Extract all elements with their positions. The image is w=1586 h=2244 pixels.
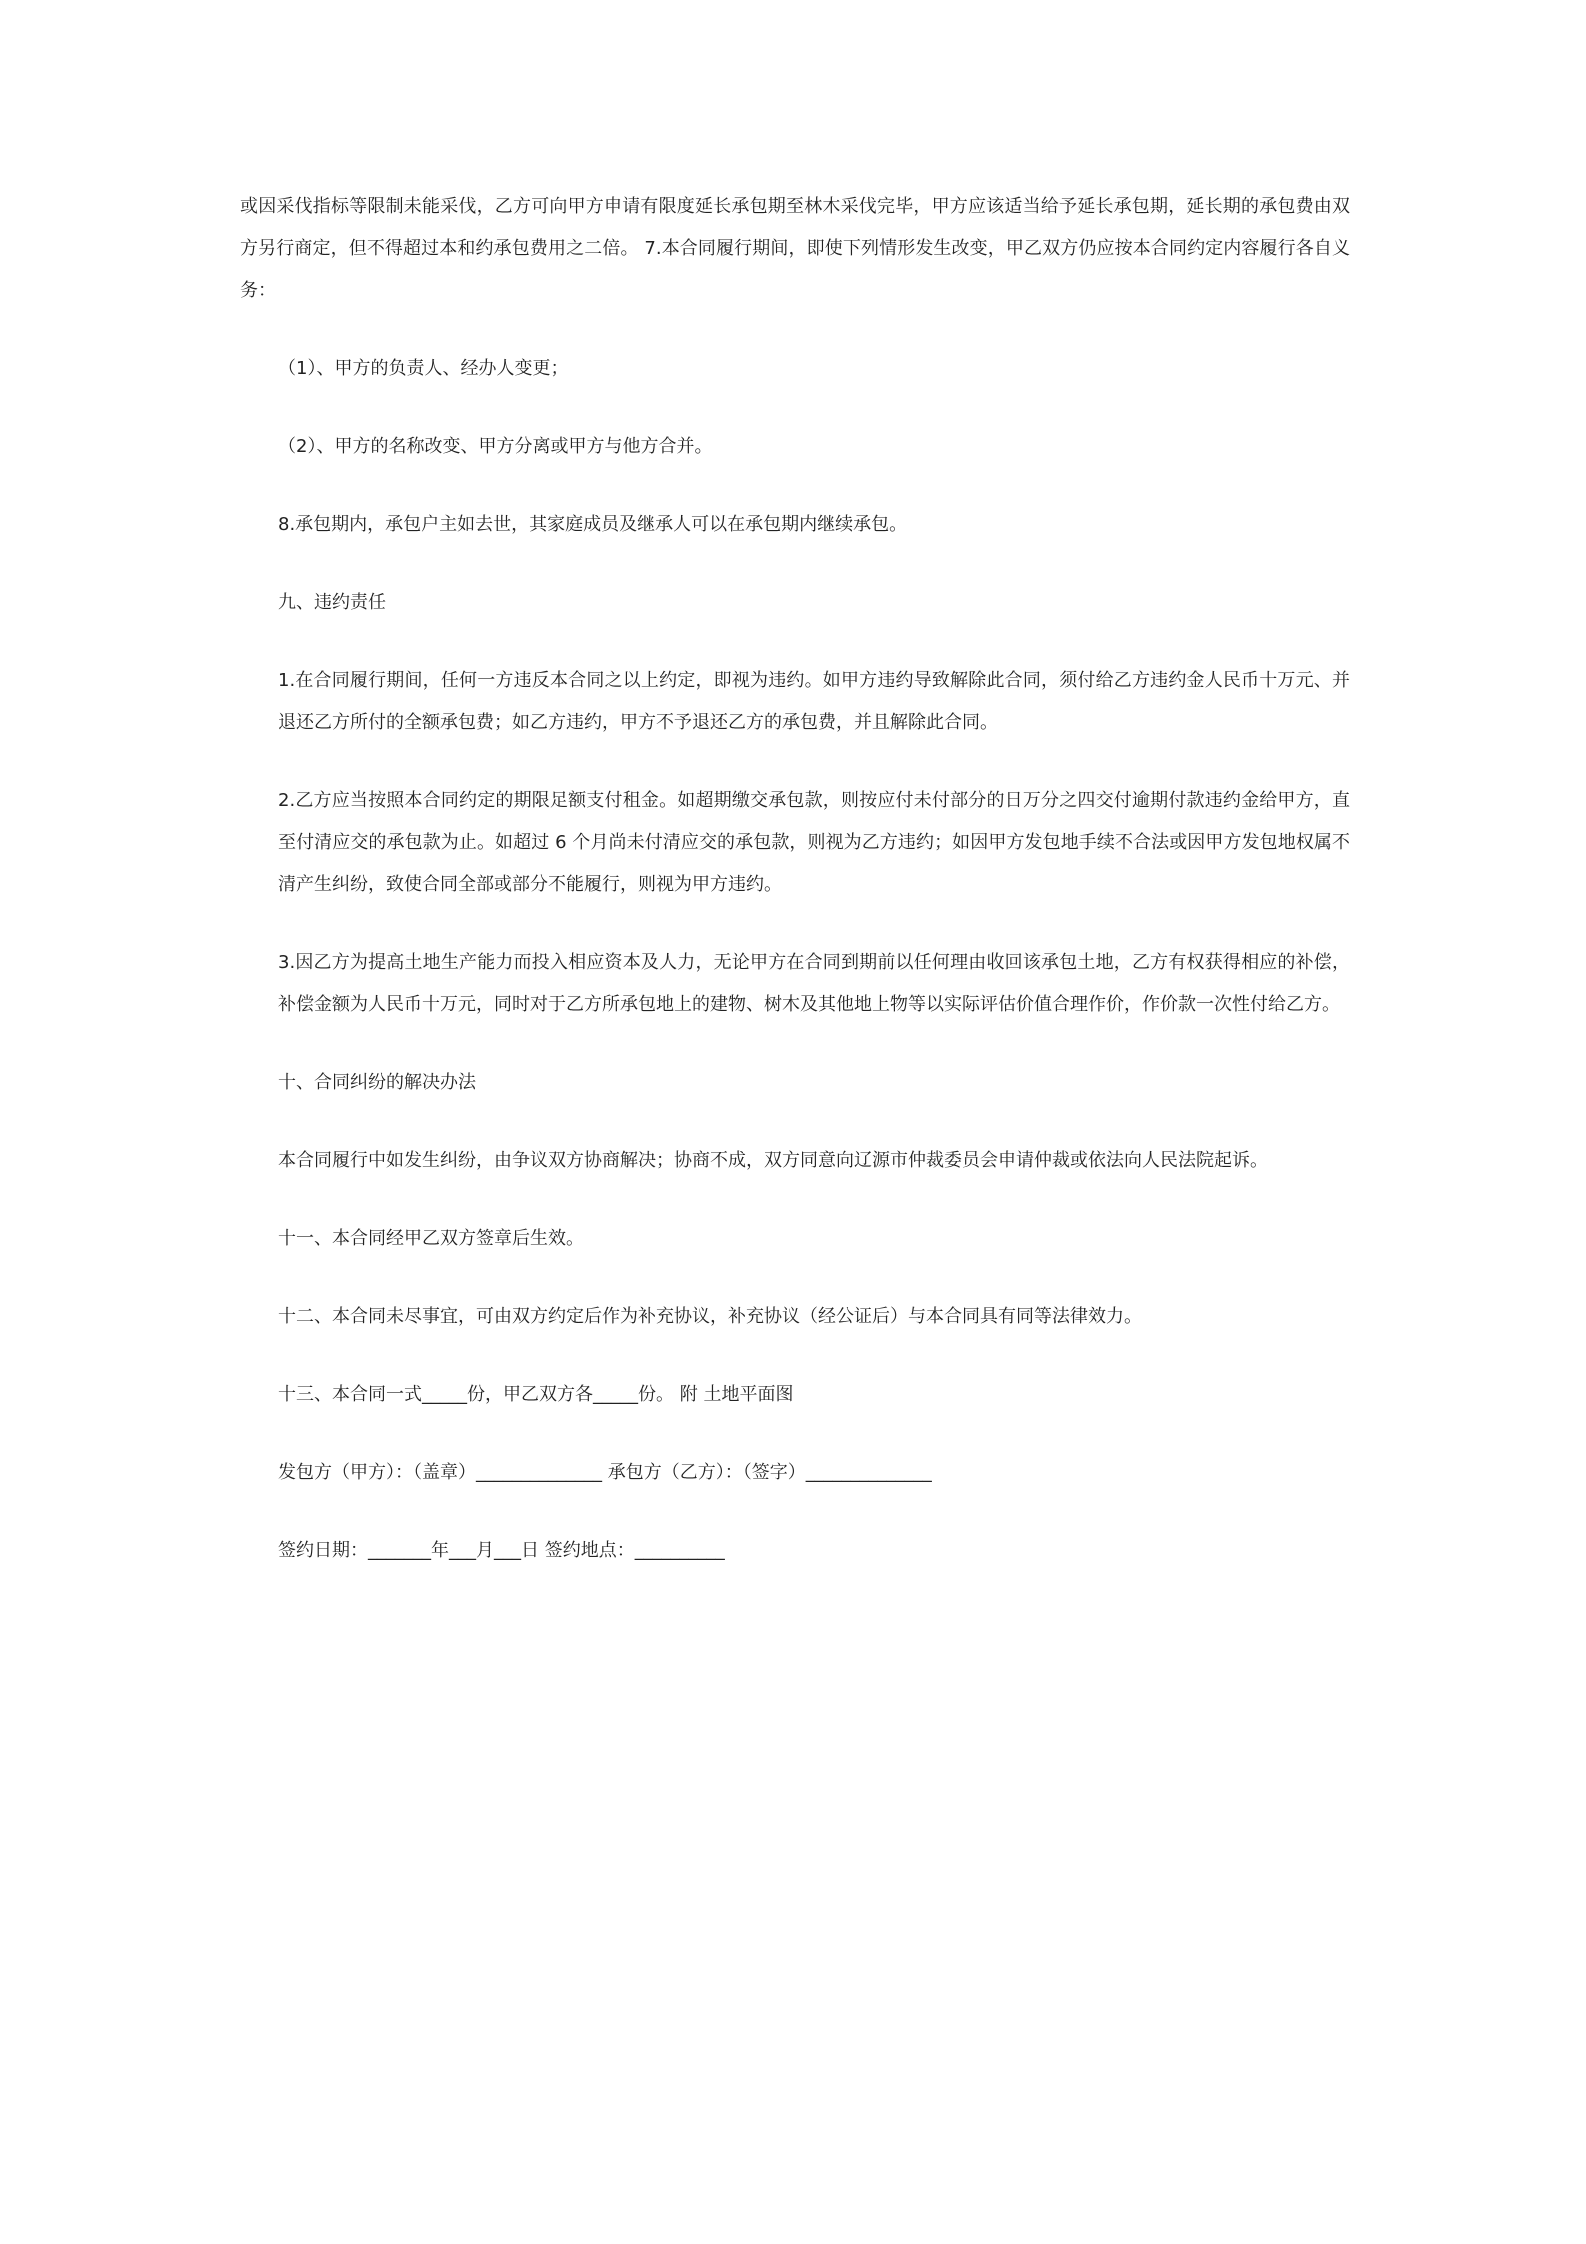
paragraph-clause-13: 十三、本合同一式_____份，甲乙双方各_____份。 附 土地平面图 (278, 1384, 794, 1405)
paragraph-item-2: （2）、甲方的名称改变、甲方分离或甲方与他方合并。 (278, 436, 713, 457)
document-page (240, 186, 1350, 1572)
paragraph-breach-2: 2.乙方应当按照本合同约定的期限足额支付租金。如超期缴交承包款，则按应付未付部分的日万分之四交付逾期付款违约金给甲方，直至付清应交的承包款为止。如超过 6 个月尚未付清应交的承包款，则视为乙方违约；如因甲方发包地手续不合法或因甲方发包地权属不清产生纠纷，致使合同全部或部分不能履行，则视为甲方违约。 (278, 790, 1350, 895)
paragraph-item-1: （1）、甲方的负责人、经办人变更； (278, 358, 569, 379)
paragraph-breach-1: 1.在合同履行期间，任何一方违反本合同之以上约定，即视为违约。如甲方违约导致解除此合同，须付给乙方违约金人民币十万元、并退还乙方所付的全额承包费；如乙方违约，甲方不予退还乙方的承包费，并且解除此合同。 (278, 670, 1350, 733)
paragraph-clause-12: 十二、本合同未尽事宜，可由双方约定后作为补充协议，补充协议（经公证后）与本合同具有同等法律效力。 (278, 1306, 1142, 1327)
paragraph-disputes: 本合同履行中如发生纠纷，由争议双方协商解决；协商不成，双方同意向辽源市仲裁委员会申请仲裁或依法向人民法院起诉。 (278, 1150, 1268, 1171)
signing-date-line: 签约日期：_______年___月___日 签约地点：__________ (278, 1540, 725, 1561)
signature-line: 发包方（甲方）：（盖章）______________ 承包方（乙方）：（签字）______________ (278, 1462, 932, 1483)
paragraph-clause-8: 8.承包期内，承包户主如去世，其家庭成员及继承人可以在承包期内继续承包。 (278, 514, 908, 535)
paragraph-breach-3: 3.因乙方为提高土地生产能力而投入相应资本及人力，无论甲方在合同到期前以任何理由收回该承包土地，乙方有权获得相应的补偿，补偿金额为人民币十万元，同时对于乙方所承包地上的建物、树木及其他地上物等以实际评估价值合理作价，作价款一次性付给乙方。 (278, 952, 1350, 1015)
paragraph-extension-clause: 或因采伐指标等限制未能采伐，乙方可向甲方申请有限度延长承包期至林木采伐完毕，甲方应该适当给予延长承包期，延长期的承包费由双方另行商定，但不得超过本和约承包费用之二倍。 7.本合同履行期间，即使下列情形发生改变，甲乙双方仍应按本合同约定内容履行各自义务： (240, 196, 1350, 301)
section-heading-breach: 九、违约责任 (278, 592, 386, 613)
paragraph-clause-11: 十一、本合同经甲乙双方签章后生效。 (278, 1228, 584, 1249)
section-heading-disputes: 十、合同纠纷的解决办法 (278, 1072, 476, 1093)
